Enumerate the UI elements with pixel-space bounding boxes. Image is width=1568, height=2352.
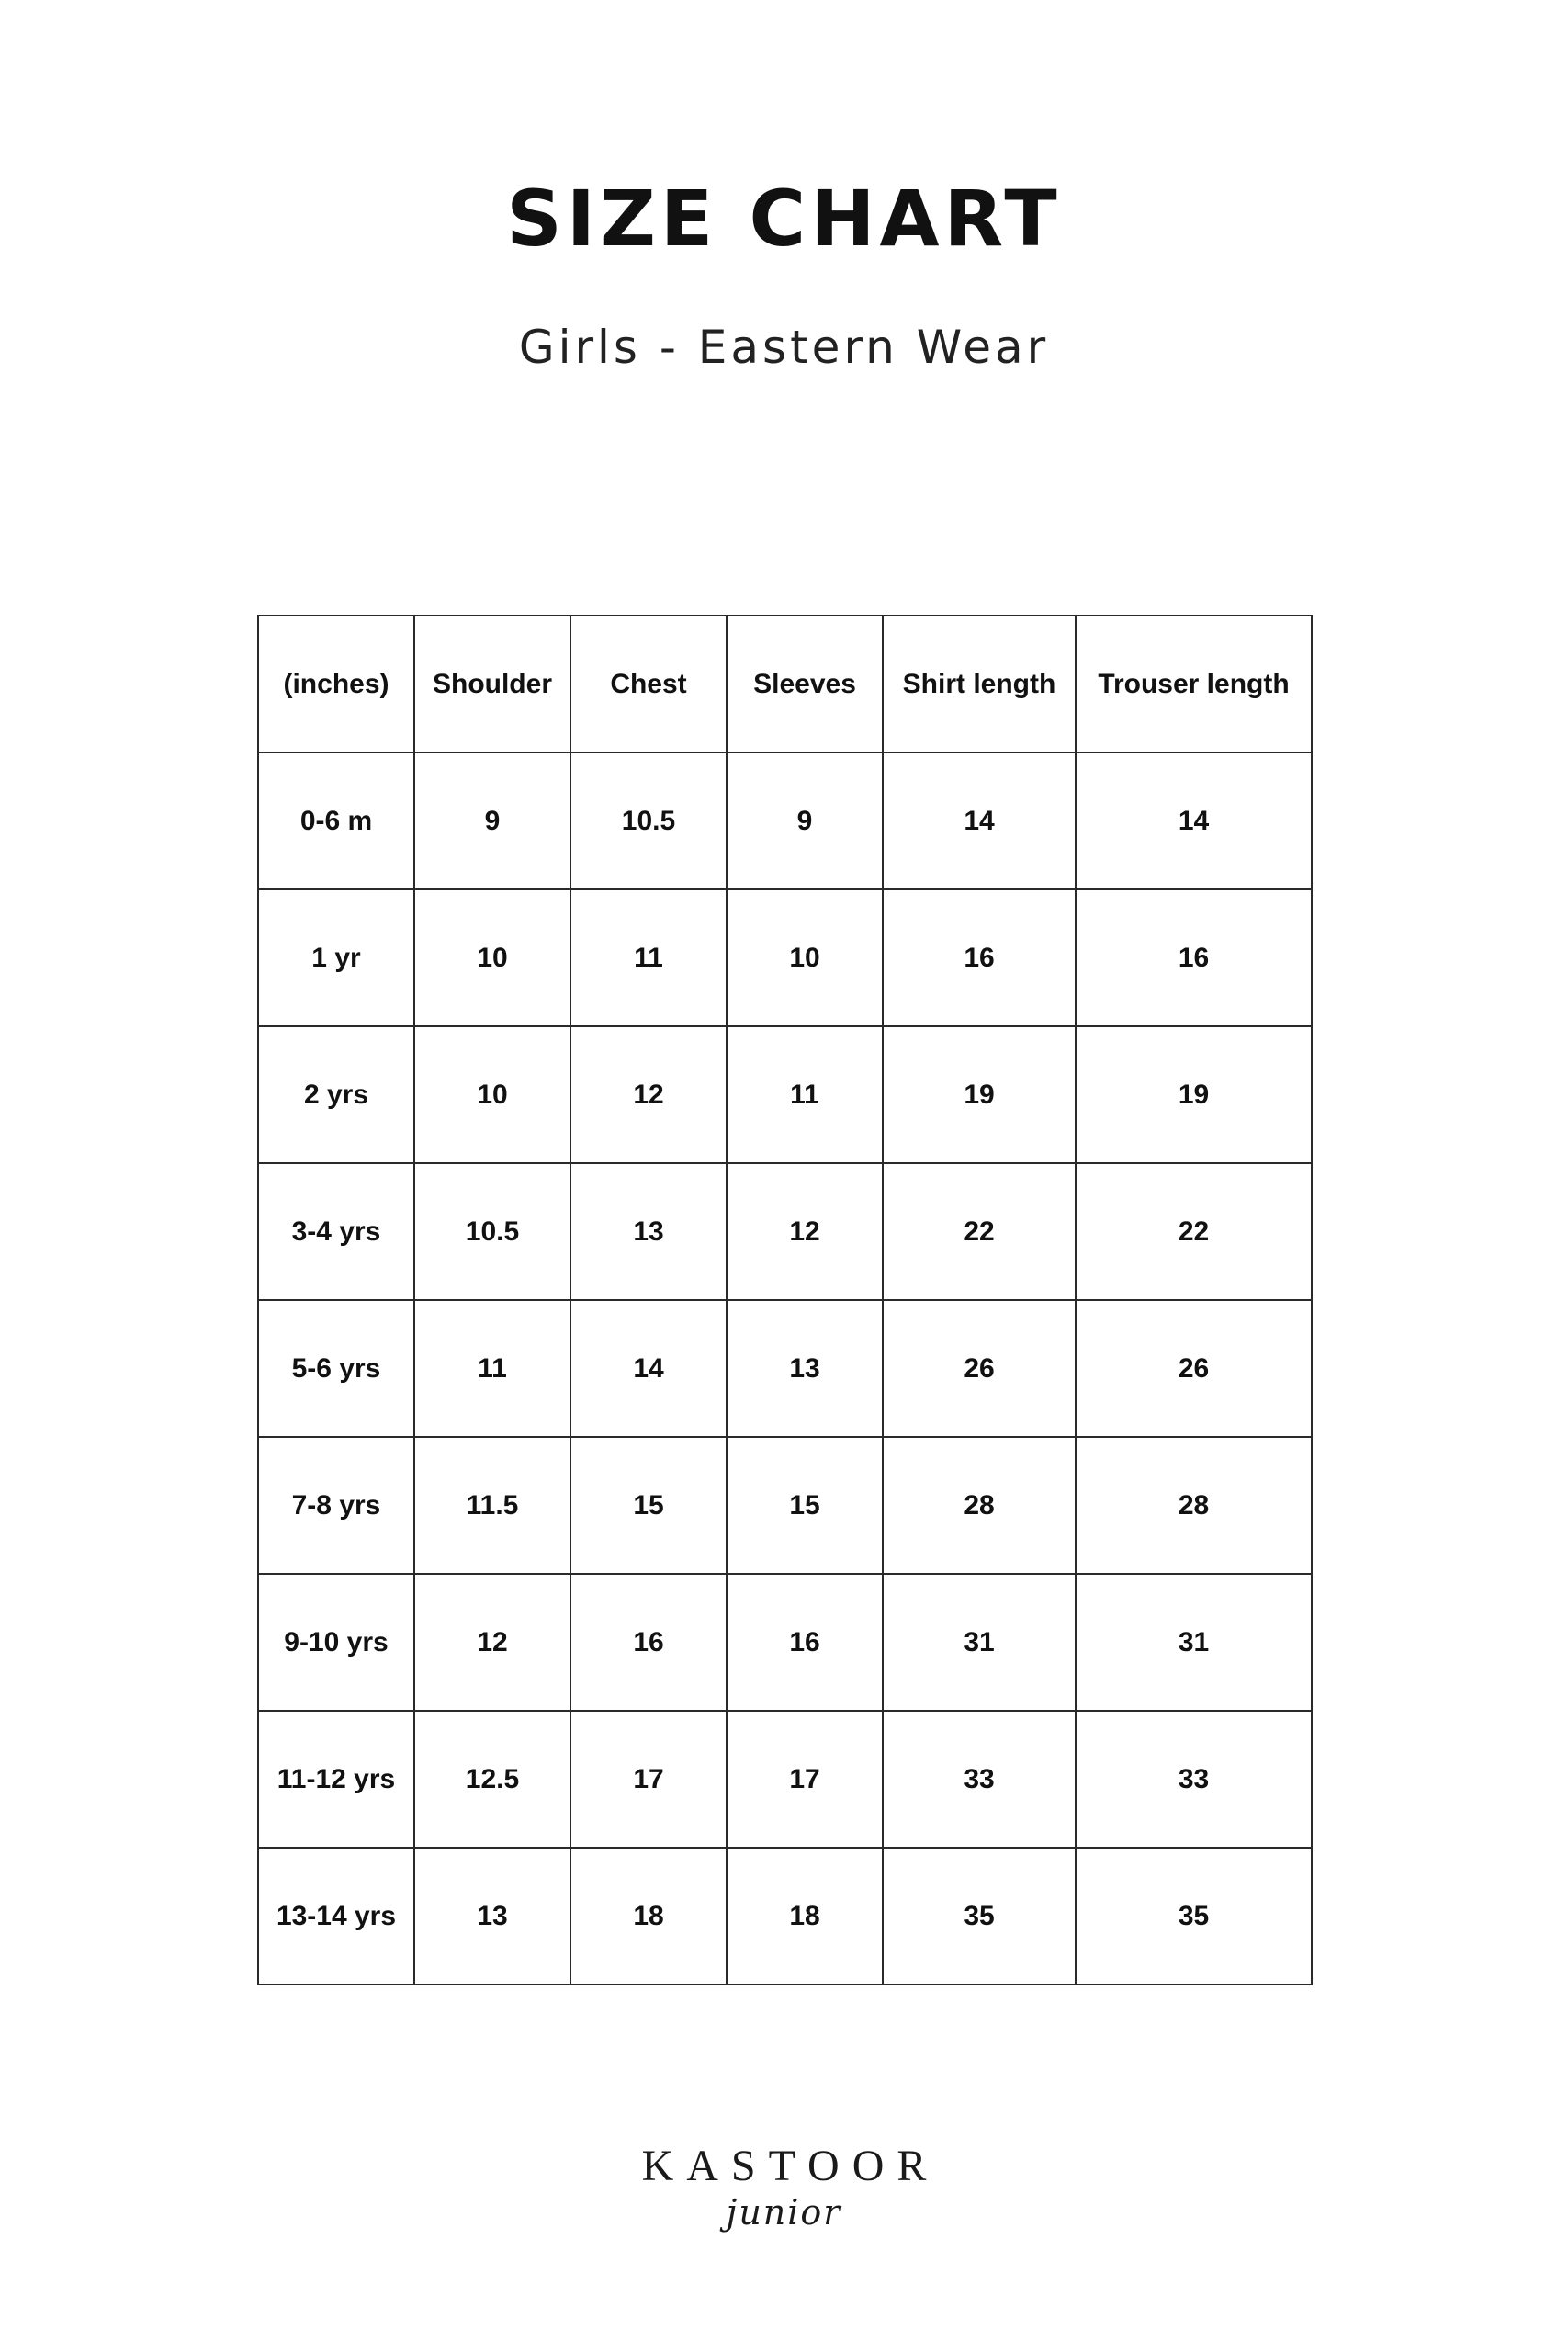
cell-trouser-length: 26: [1076, 1300, 1312, 1437]
header-trouser-length: Trouser length: [1076, 616, 1312, 752]
cell-sleeves: 13: [727, 1300, 883, 1437]
cell-shirt-length: 33: [883, 1711, 1076, 1848]
brand-name: KASTOOR: [641, 2142, 940, 2190]
table-row: [258, 1300, 1312, 1437]
cell-chest: 10.5: [570, 752, 727, 889]
cell-sleeves: 10: [727, 889, 883, 1026]
cell-sleeves: 15: [727, 1437, 883, 1574]
cell-shirt-length: 22: [883, 1163, 1076, 1300]
header-chest: Chest: [570, 616, 727, 752]
cell-size: 7-8 yrs: [258, 1437, 414, 1574]
cell-trouser-length: 35: [1076, 1848, 1312, 1984]
cell-shoulder: 11.5: [414, 1437, 570, 1574]
cell-size: 1 yr: [258, 889, 414, 1026]
cell-chest: 17: [570, 1711, 727, 1848]
table-row: [258, 752, 1312, 889]
table-row: [258, 1574, 1312, 1711]
table-header-row: [258, 616, 1312, 752]
cell-size: 11-12 yrs: [258, 1711, 414, 1848]
cell-trouser-length: 16: [1076, 889, 1312, 1026]
cell-chest: 11: [570, 889, 727, 1026]
cell-shoulder: 10.5: [414, 1163, 570, 1300]
cell-shirt-length: 19: [883, 1026, 1076, 1163]
cell-shoulder: 9: [414, 752, 570, 889]
brand-sub: junior: [726, 2192, 842, 2233]
cell-sleeves: 12: [727, 1163, 883, 1300]
header-size: (inches): [258, 616, 414, 752]
cell-shoulder: 10: [414, 889, 570, 1026]
cell-sleeves: 11: [727, 1026, 883, 1163]
cell-size: 13-14 yrs: [258, 1848, 414, 1984]
brand-logo: [0, 2141, 1568, 2233]
header-shirt-length: Shirt length: [883, 616, 1076, 752]
cell-chest: 16: [570, 1574, 727, 1711]
cell-trouser-length: 14: [1076, 752, 1312, 889]
cell-sleeves: 17: [727, 1711, 883, 1848]
size-table: [257, 615, 1313, 1985]
cell-shoulder: 12.5: [414, 1711, 570, 1848]
cell-shoulder: 11: [414, 1300, 570, 1437]
table-row: [258, 1711, 1312, 1848]
table-row: [258, 889, 1312, 1026]
cell-size: 0-6 m: [258, 752, 414, 889]
cell-sleeves: 16: [727, 1574, 883, 1711]
header-sleeves: Sleeves: [727, 616, 883, 752]
cell-chest: 18: [570, 1848, 727, 1984]
cell-chest: 14: [570, 1300, 727, 1437]
cell-trouser-length: 28: [1076, 1437, 1312, 1574]
cell-shirt-length: 35: [883, 1848, 1076, 1984]
cell-size: 2 yrs: [258, 1026, 414, 1163]
cell-shoulder: 12: [414, 1574, 570, 1711]
table-row: [258, 1163, 1312, 1300]
cell-shirt-length: 16: [883, 889, 1076, 1026]
cell-size: 5-6 yrs: [258, 1300, 414, 1437]
cell-chest: 15: [570, 1437, 727, 1574]
cell-sleeves: 9: [727, 752, 883, 889]
cell-trouser-length: 31: [1076, 1574, 1312, 1711]
cell-size: 9-10 yrs: [258, 1574, 414, 1711]
cell-trouser-length: 33: [1076, 1711, 1312, 1848]
table-row: [258, 1848, 1312, 1984]
cell-size: 3-4 yrs: [258, 1163, 414, 1300]
cell-sleeves: 18: [727, 1848, 883, 1984]
cell-shirt-length: 14: [883, 752, 1076, 889]
cell-chest: 13: [570, 1163, 727, 1300]
cell-shirt-length: 26: [883, 1300, 1076, 1437]
header-shoulder: Shoulder: [414, 616, 570, 752]
page-subtitle: Girls - Eastern Wear: [518, 321, 1050, 374]
table-row: [258, 1026, 1312, 1163]
cell-shoulder: 13: [414, 1848, 570, 1984]
page-title: SIZE CHART: [506, 174, 1062, 264]
table-row: [258, 1437, 1312, 1574]
cell-shirt-length: 31: [883, 1574, 1076, 1711]
cell-shoulder: 10: [414, 1026, 570, 1163]
cell-chest: 12: [570, 1026, 727, 1163]
cell-trouser-length: 19: [1076, 1026, 1312, 1163]
cell-shirt-length: 28: [883, 1437, 1076, 1574]
cell-trouser-length: 22: [1076, 1163, 1312, 1300]
